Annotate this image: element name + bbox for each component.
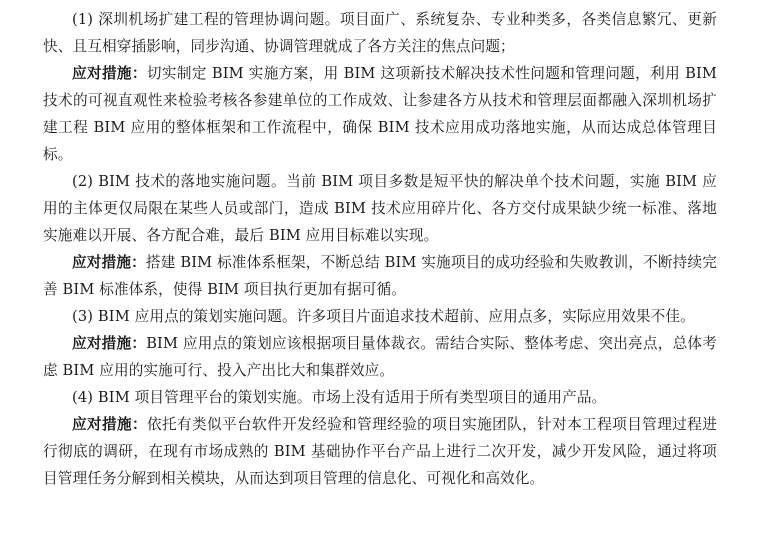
paragraph-text: (4) BIM 项目管理平台的策划实施。市场上没有适用于所有类型项目的通用产品。 xyxy=(72,389,607,406)
paragraph-label: 应对措施： xyxy=(72,65,147,82)
paragraph-measure-3 xyxy=(43,330,717,384)
paragraph-label: 应对措施： xyxy=(72,254,146,271)
paragraph-measure-1 xyxy=(43,60,717,168)
paragraph-text: BIM 应用点的策划应该根据项目量体裁衣。需结合实际、整体考虑、突出亮点，总体考虑 BIM 应用的实施可行、投入产出比大和集群效应。 xyxy=(43,335,717,379)
paragraph-text: (3) BIM 应用点的策划实施问题。许多项目片面追求技术超前、应用点多，实际应用效果不佳。 xyxy=(72,308,695,325)
paragraph-text: 依托有类似平台软件开发经验和管理经验的项目实施团队，针对本工程项目管理过程进行彻底的调研，在现有市场成熟的 BIM 基础协作平台产品上进行二次开发，减少开发风险，通过将项目管理任务分解到相关模块，从而达到项目管理的信息化、可视化和高效化。 xyxy=(43,416,717,487)
paragraph-problem-3 xyxy=(43,303,717,330)
paragraph-problem-4 xyxy=(43,384,717,411)
paragraph-label: 应对措施： xyxy=(72,335,147,352)
paragraph-label: 应对措施： xyxy=(72,416,148,433)
paragraph-text: (2) BIM 技术的落地实施问题。当前 BIM 项目多数是短平快的解决单个技术问题，实施 BIM 应用的主体更仅局限在某些人员或部门，造成 BIM 技术应用碎片化、各方交付成果缺少统一标准、落地实施难以开展、各方配合难，最后 BIM 应用目标难以实现。 xyxy=(43,173,717,244)
paragraph-measure-2 xyxy=(43,249,717,303)
paragraph-text: (1) 深圳机场扩建工程的管理协调问题。项目面广、系统复杂、专业种类多，各类信息繁冗、更新快、且互相穿插影响，同步沟通、协调管理就成了各方关注的焦点问题； xyxy=(43,11,717,55)
paragraph-problem-1 xyxy=(43,6,717,60)
paragraph-problem-2 xyxy=(43,168,717,249)
paragraph-text: 切实制定 BIM 实施方案，用 BIM 这项新技术解决技术性问题和管理问题，利用 BIM 技术的可视直观性来检验考核各参建单位的工作成效、让参建各方从技术和管理层面都融入深圳机场扩建工程 BIM 应用的整体框架和工作流程中，确保 BIM 技术应用成功落地实施，从而达成总体管理目标。 xyxy=(43,65,717,163)
paragraph-text: 搭建 BIM 标准体系框架，不断总结 BIM 实施项目的成功经验和失败教训，不断持续完善 BIM 标准体系，使得 BIM 项目执行更加有据可循。 xyxy=(43,254,717,298)
paragraph-measure-4 xyxy=(43,411,717,492)
document-body xyxy=(43,6,717,492)
